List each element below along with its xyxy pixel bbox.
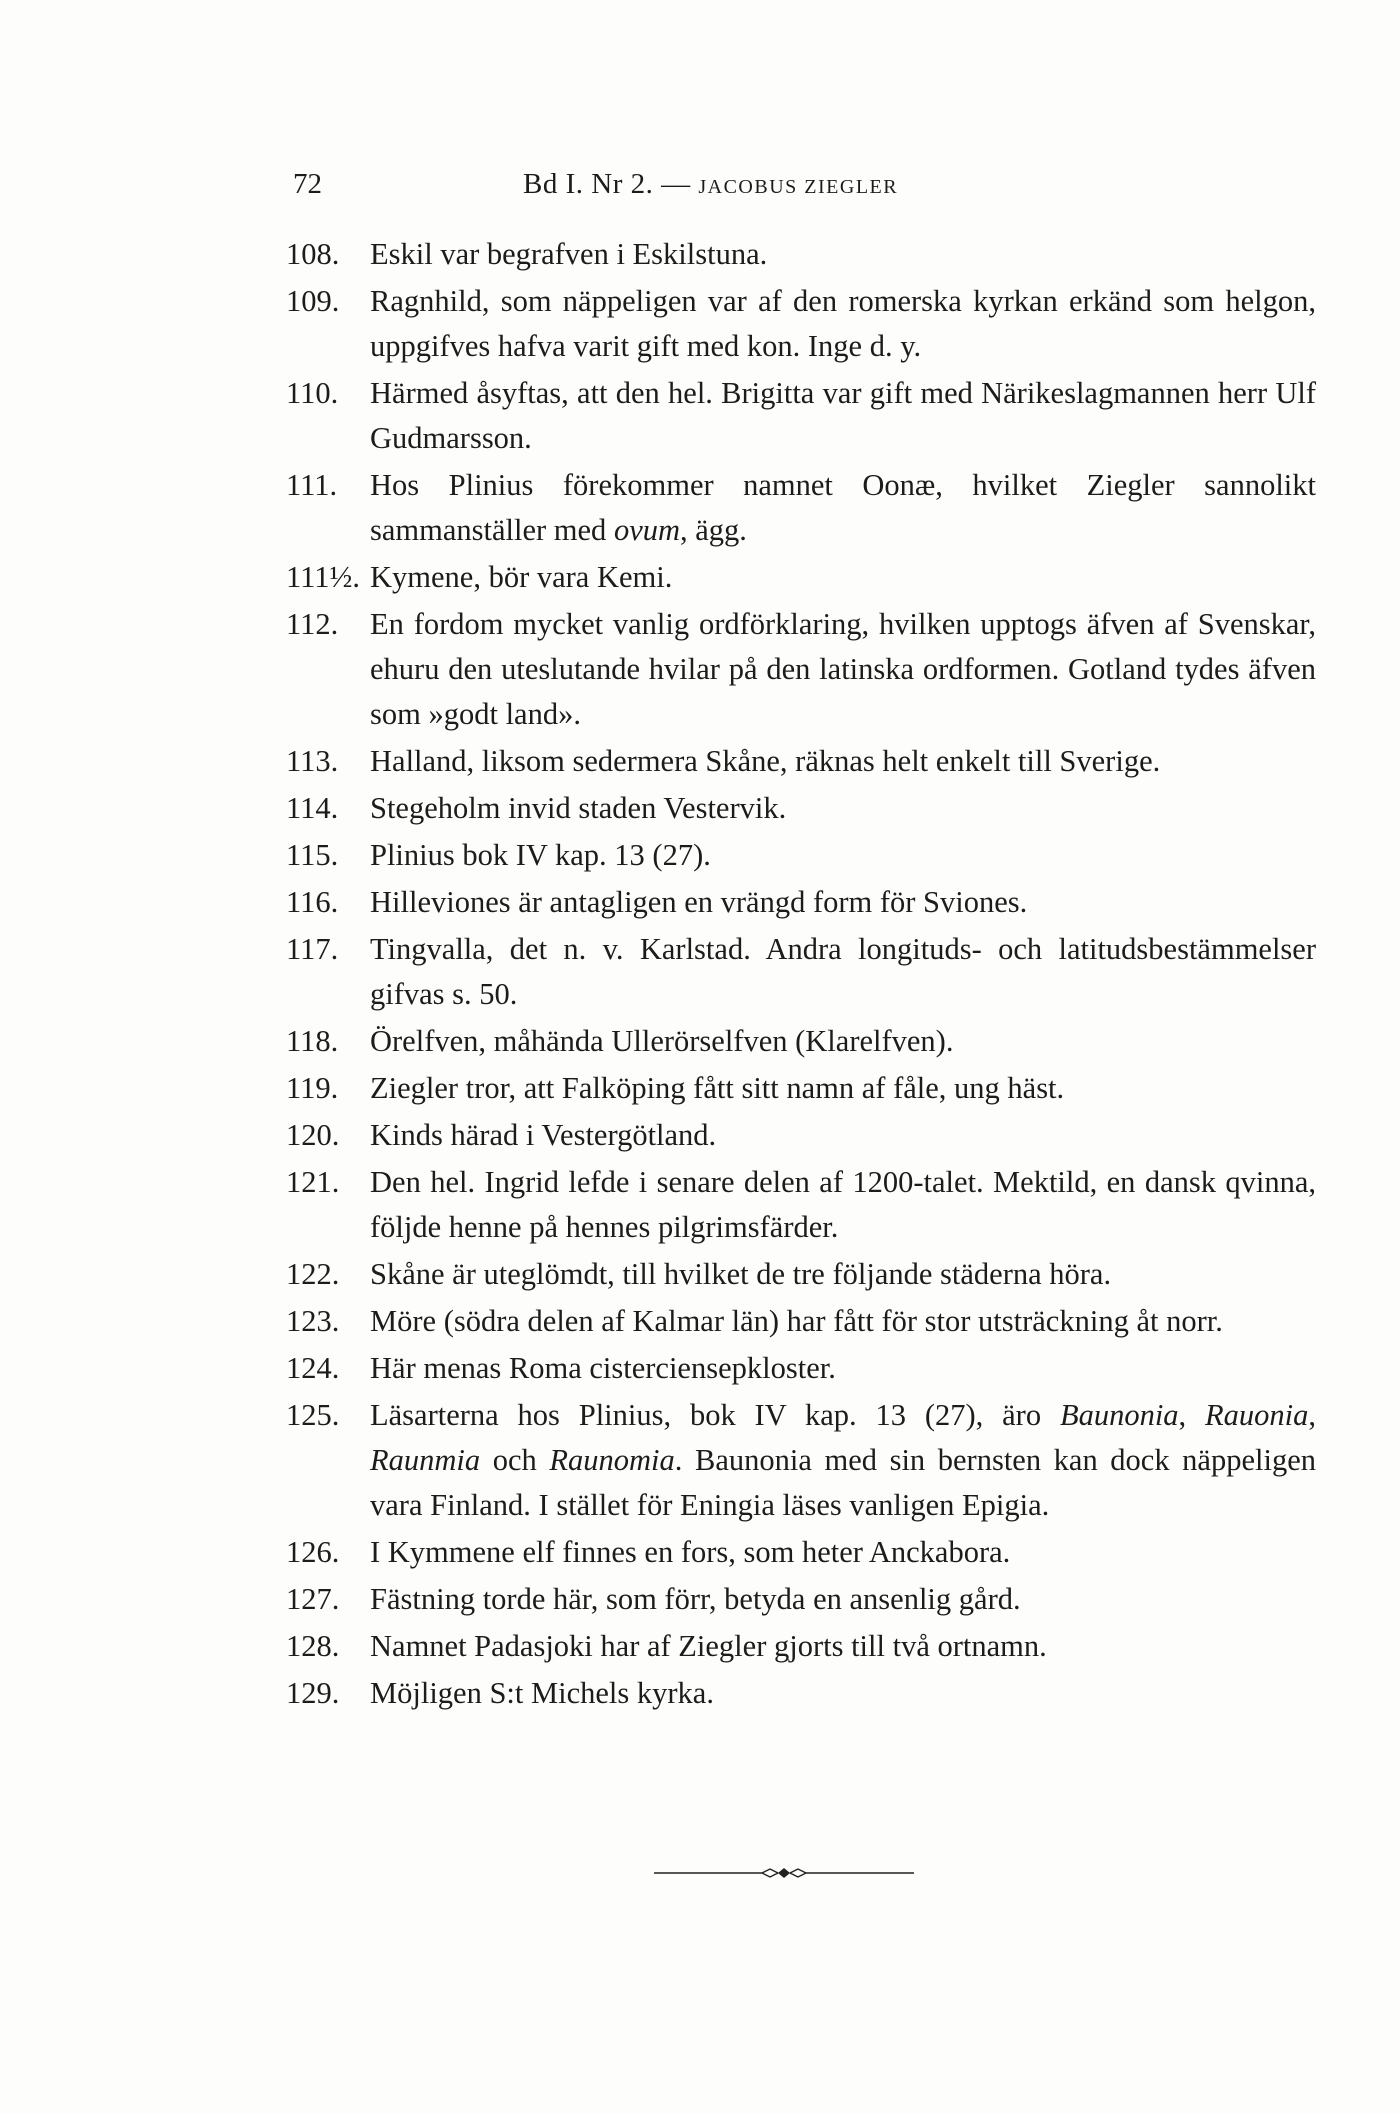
note-number: 129. [286,1676,340,1710]
note-italic-term: Raunmia [370,1443,481,1477]
note-text [370,1393,1316,1528]
note-number: 124. [286,1351,340,1385]
note-item [286,1066,1316,1111]
note-item [286,786,1316,831]
note-number: 112. [286,607,339,641]
note-text: Här menas Roma cisterciensерkloster. [370,1351,836,1385]
note-text: Ragnhild, som näppeligen var af den romerska kyrkan erkänd som helgon, uppgifves hafva varit gift med kon. Inge d. y. [370,284,1316,363]
note-number: 111½. [286,560,360,594]
note-number: 122. [286,1257,340,1291]
note-item [286,602,1316,737]
note-item [286,371,1316,461]
note-text: Hilleviones är antagligen en vrängd form för Sviones. [370,885,1028,919]
note-number: 127. [286,1582,340,1616]
note-number: 110. [286,376,339,410]
note-text-segment: och [480,1443,550,1477]
note-item [286,1624,1316,1669]
note-number: 111. [286,468,338,502]
page-header [293,168,1313,212]
note-text: Möjligen S:t Michels kyrka. [370,1676,714,1710]
note-text: Den hel. Ingrid lefde i senare delen af 1200-talet. Mektild, en dansk qvinna, följde henne på hennes pilgrimsfärder. [370,1165,1316,1244]
note-text: Tingvalla, det n. v. Karlstad. Andra longituds- och latitudsbestämmelser gifvas s. 50. [370,932,1316,1011]
note-text: Möre (södra delen af Kalmar län) har fått för stor utsträckning åt norr. [370,1304,1223,1338]
note-number: 114. [286,791,339,825]
note-item [286,833,1316,878]
note-text-segment: Hos Plinius förekommer namnet Oonæ, hvilket Ziegler sannolikt sammanställer med [370,468,1316,547]
note-text-segment: , [1178,1398,1206,1432]
running-head [523,168,898,201]
note-number: 120. [286,1118,340,1152]
note-number: 126. [286,1535,340,1569]
note-text-segment: , ägg. [680,513,747,547]
note-text: Kinds härad i Vestergötland. [370,1118,717,1152]
note-item [286,232,1316,277]
note-number: 119. [286,1071,339,1105]
note-number: 108. [286,237,340,271]
note-text: En fordom mycket vanlig ordförklaring, hvilken upptogs äfven af Svenskar, ehuru den uteslutande hvilar på den latinska ordformen. Gotland tydes äfven som »godt land». [370,607,1316,731]
note-number: 109. [286,284,340,318]
note-number: 115. [286,838,339,872]
note-text-segment: . Baunonia med sin bernsten kan dock näppeligen vara Finland. I stället för Eningia läses vanligen Epigia. [370,1443,1316,1522]
note-text: Kymene, bör vara Kemi. [370,560,673,594]
note-item [286,463,1316,553]
note-number: 118. [286,1024,339,1058]
note-text: Namnet Padasjoki har af Ziegler gjorts till två ortnamn. [370,1629,1047,1663]
note-item [286,1530,1316,1575]
note-text: Örelfven, måhända Ullerörselfven (Klarelfven). [370,1024,954,1058]
note-number: 125. [286,1398,340,1432]
note-number: 128. [286,1629,340,1663]
note-text: I Kymmene elf finnes en fors, som heter Anckabora. [370,1535,1011,1569]
note-text: Stegeholm invid staden Vestervik. [370,791,787,825]
note-italic-term: Raunomia [549,1443,675,1477]
note-italic-term: Baunonia [1059,1398,1179,1432]
note-number: 117. [286,932,339,966]
running-head-author: JACOBUS ZIEGLER [698,176,899,198]
note-number: 123. [286,1304,340,1338]
note-item [286,927,1316,1017]
note-item [286,555,1316,600]
note-number: 113. [286,744,339,778]
note-item [286,1160,1316,1250]
note-number: 121. [286,1165,340,1199]
page-number: 72 [293,168,322,200]
note-text: Halland, liksom sedermera Skåne, räknas helt enkelt till Sverige. [370,744,1161,778]
note-item [286,1393,1316,1528]
note-text: Skåne är uteglömdt, till hvilket de tre följande städerna höra. [370,1257,1112,1291]
notes-list [286,232,1316,1718]
note-italic-term: Rauonia [1205,1398,1309,1432]
note-item [286,1577,1316,1622]
note-text-segment: , [1308,1398,1316,1432]
note-item [286,1299,1316,1344]
end-ornament-icon [654,1866,914,1880]
note-item [286,1252,1316,1297]
note-text: Fästning torde här, som förr, betyda en ansenlig gård. [370,1582,1021,1616]
note-text: Ziegler tror, att Falköping fått sitt namn af fåle, ung häst. [370,1071,1065,1105]
note-text [370,463,1316,553]
note-item [286,739,1316,784]
note-text: Eskil var begrafven i Eskilstuna. [370,237,768,271]
note-item [286,1019,1316,1064]
note-item [286,1346,1316,1391]
note-text-segment: Läsarterna hos Plinius, bok IV kap. 13 (27), äro [370,1398,1060,1432]
note-number: 116. [286,885,339,919]
note-text: Plinius bok IV kap. 13 (27). [370,838,711,872]
note-italic-term: ovum [613,513,681,547]
note-item [286,279,1316,369]
note-text: Härmed åsyftas, att den hel. Brigitta var gift med Närikeslagmannen herr Ulf Gudmarsson. [370,376,1316,455]
note-item [286,1113,1316,1158]
running-head-prefix: Bd I. Nr 2. — [523,168,691,200]
note-item [286,880,1316,925]
note-item [286,1671,1316,1716]
